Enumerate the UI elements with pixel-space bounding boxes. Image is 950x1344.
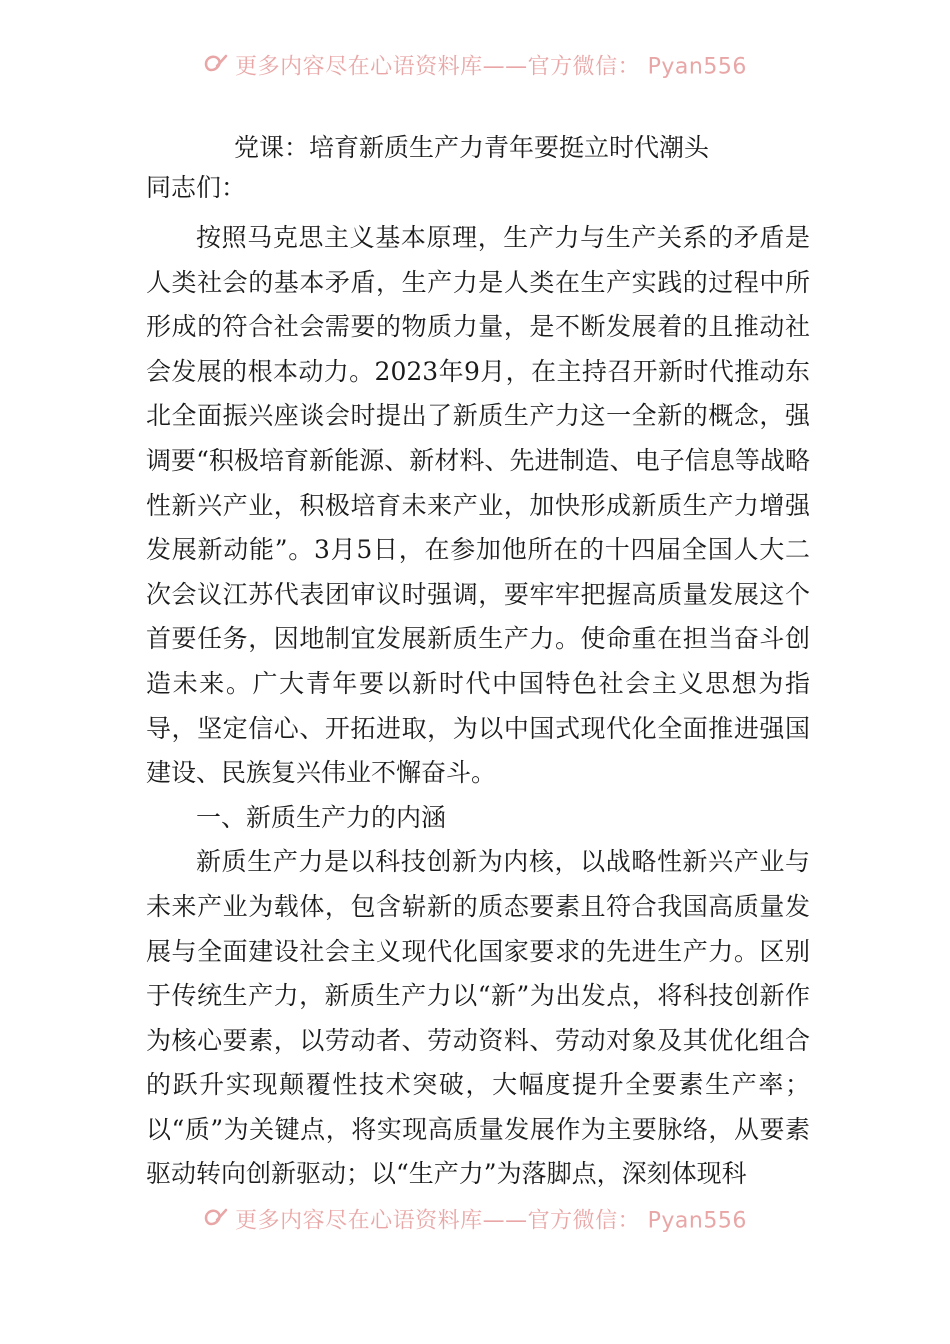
watermark-header — [0, 52, 950, 82]
document-body — [146, 128, 810, 1197]
greeting: 同志们： — [146, 173, 247, 202]
section-paragraph: 新质生产力是以科技创新为内核，以战略性新兴产业与未来产业为载体，包含崭新的质态要素且符合我国高质量发展与全面建设社会主义现代化国家要求的先进生产力。区别于传统生产力，新质生产力以“新”为出发点，将科技创新作为核心要素，以劳动者、劳动资料、劳动对象及其优化组合的跃升实现颠覆性技术突破，大幅度提升全要素生产率；以“质”为关键点，将实现高质量发展作为主要脉络，从要素驱动转向创新驱动；以“生产力”为落脚点，深刻体现科 — [146, 847, 810, 1189]
watermark-footer — [0, 1206, 950, 1236]
document-title: 党课：培育新质生产力青年要挺立时代潮头 — [234, 133, 710, 162]
watermark-logo-icon — [203, 1206, 229, 1236]
watermark-text: 更多内容尽在心语资料库——官方微信： Pyan556 — [235, 1208, 747, 1234]
watermark-logo-icon — [203, 52, 229, 82]
intro-paragraph: 按照马克思主义基本原理，生产力与生产关系的矛盾是人类社会的基本矛盾，生产力是人类在生产实践的过程中所形成的符合社会需要的物质力量，是不断发展着的且推动社会发展的根本动力。2023年9月，在主持召开新时代推动东北全面振兴座谈会时提出了新质生产力这一全新的概念，强调要“积极培育新能源、新材料、先进制造、电子信息等战略性新兴产业，积极培育未来产业，加快形成新质生产力增强发展新动能”。3月5日，在参加他所在的十四届全国人大二次会议江苏代表团审议时强调，要牢牢把握高质量发展这个首要任务，因地制宜发展新质生产力。使命重在担当奋斗创造未来。广大青年要以新时代中国特色社会主义思想为指导，坚定信心、开拓进取，为以中国式现代化全面推进强国建设、民族复兴伟业不懈奋斗。 — [146, 223, 810, 788]
watermark-text: 更多内容尽在心语资料库——官方微信： Pyan556 — [235, 54, 747, 80]
section-heading: 一、新质生产力的内涵 — [196, 802, 447, 832]
